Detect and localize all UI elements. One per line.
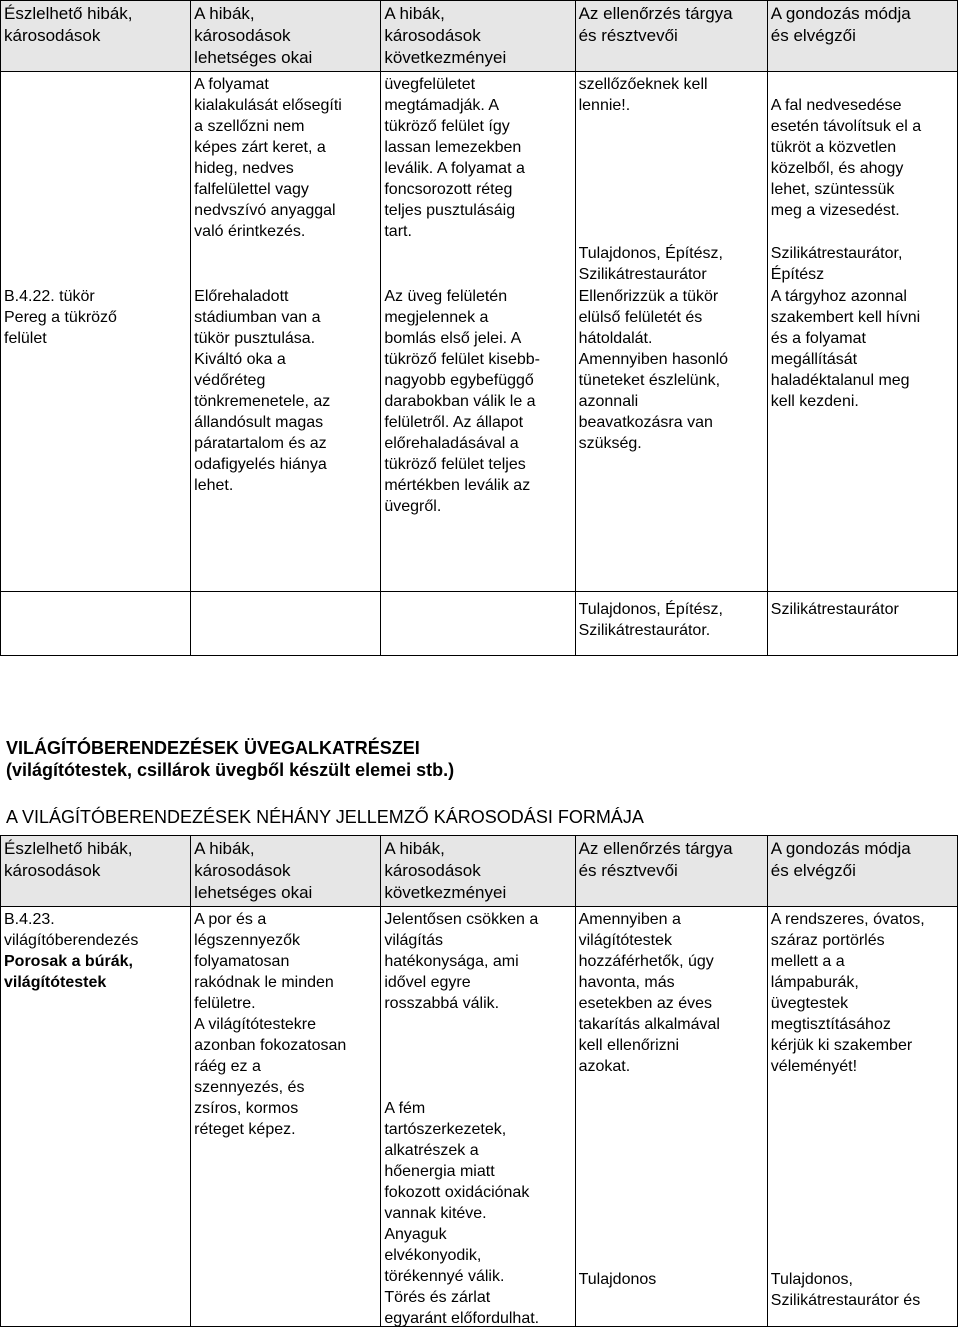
damage-title-lighting: Porosak a búrák, világítótestek	[4, 953, 133, 991]
care-text-1: A fal nedvesedése esetén távolítsuk el a tükröt a közvetlen közelből, és ahogy lehet, szüntessük meg a vizesedést.	[770, 97, 922, 219]
cause-text-2: Előrehaladott stádiumban van a tükör pusztulása. Kiváltó oka a védőréteg tönkremenetele, az állandósult magas páratartalom és az odafigyelés hiánya lehet.	[194, 288, 331, 494]
table-row	[1, 592, 958, 656]
inspection-participants-1: Tulajdonos, Építész, Szilikátrestaurátor	[578, 245, 723, 283]
header-observed-damage: Észlelhető hibák, károsodások	[1, 836, 191, 907]
cell-inspection	[575, 72, 767, 592]
consequence-text-2: Az üveg felületén megjelennek a bomlás első jelei. A tükröző felület kisebb- nagyobb egybefüggő darabokban válik le a felületről. Az állapot előrehaladásával a tükröző felület teljes mértékben leválik az üvegről.	[384, 288, 540, 515]
header-consequences: A hibák, károsodások következményei	[381, 836, 575, 907]
table-header-row	[1, 836, 958, 907]
cause-text-1: A folyamat kialakulását elősegíti a szellőzni nem képes zárt keret, a hideg, nedves falfelülettel vagy nedvszívó anyaggal való érintkezés.	[194, 76, 342, 240]
cell-causes	[191, 907, 381, 1327]
header-inspection: Az ellenőrzés tárgya és résztvevői	[575, 836, 767, 907]
damage-code-mirror: B.4.22. tükör Pereg a tükröző felület	[4, 288, 117, 347]
table-header-row	[1, 1, 958, 72]
header-inspection: Az ellenőrzés tárgya és résztvevői	[575, 1, 767, 72]
cell-inspection	[575, 907, 767, 1327]
header-consequences: A hibák, károsodások következményei	[381, 1, 575, 72]
cell-empty	[1, 592, 191, 656]
cell-care	[767, 72, 957, 592]
header-possible-causes: A hibák, károsodások lehetséges okai	[191, 1, 381, 72]
inspection-text: Amennyiben a világítótestek hozzáférhetők, úgy havonta, más esetekben az éves takarítás alkalmával kell ellenőrizni azokat.	[578, 911, 720, 1075]
consequence-text-1: Jelentősen csökken a világítás hatékonysága, ami idővel egyre rosszabbá válik.	[384, 911, 539, 1012]
care-performers-2: Szilikátrestaurátor	[767, 592, 957, 656]
cell-consequences	[381, 72, 575, 592]
header-care-method: A gondozás módja és elvégzői	[767, 836, 957, 907]
header-observed-damage: Észlelhető hibák, károsodások	[1, 1, 191, 72]
cause-text: A por és a légszennyezők folyamatosan rakódnak le minden felületre. A világítótestekre azonban fokozatosan ráég ez a szennyezés, és zsíros, kormos réteget képez.	[194, 911, 347, 1138]
table-row	[1, 907, 958, 1327]
header-care-method: A gondozás módja és elvégzői	[767, 1, 957, 72]
cell-care	[767, 907, 957, 1327]
damage-table-mirror	[0, 0, 958, 656]
consequence-text-2: A fém tartószerkezetek, alkatrészek a hőenergia miatt fokozott oxidációnak vannak kitéve. Anyaguk elvékonyodik, törékennyé válik. Törés és zárlat egyaránt előfordulhat.	[384, 1100, 540, 1327]
inspection-text-1: szellőzőeknek kell lennie!.	[578, 76, 708, 114]
care-text: A rendszeres, óvatos, száraz portörlés mellett a a lámpaburák, üvegtestek megtisztításához kérjük ki szakember véleményét!	[770, 911, 925, 1075]
cell-observed	[1, 907, 191, 1327]
header-possible-causes: A hibák, károsodások lehetséges okai	[191, 836, 381, 907]
care-text-2: A tárgyhoz azonnal szakembert kell hívni és a folyamat megállítását haladéktalanul meg kell kezdeni.	[770, 288, 921, 410]
care-performers-1: Szilikátrestaurátor, Építész	[770, 245, 903, 283]
damage-code-lighting: B.4.23. világítóberendezés	[4, 911, 139, 949]
cell-consequences	[381, 907, 575, 1327]
inspection-text-2: Ellenőrizzük a tükör elülső felületét és hátoldalát. Amennyiben hasonló tüneteket észlelünk, azonnali beavatkozásra van szükség.	[578, 288, 729, 452]
inspection-participants: Tulajdonos	[578, 1271, 657, 1288]
care-performers: Tulajdonos, Szilikátrestaurátor és	[770, 1271, 921, 1309]
cell-empty	[381, 592, 575, 656]
damage-table-lighting	[0, 835, 958, 1327]
inspection-participants-2: Tulajdonos, Építész, Szilikátrestaurátor.	[575, 592, 767, 656]
cell-causes	[191, 72, 381, 592]
section-title: VILÁGÍTÓBERENDEZÉSEK ÜVEGALKATRÉSZEI (világítótestek, csillárok üvegből készült elemei stb.)	[6, 738, 455, 780]
cell-observed	[1, 72, 191, 592]
consequence-text-1: üvegfelületet megtámadják. A tükröző felület így lassan lemezekben leválik. A folyamat a foncsorozott réteg teljes pusztulásáig tart.	[384, 76, 525, 240]
section-subtitle: A VILÁGÍTÓBERENDEZÉSEK NÉHÁNY JELLEMZŐ KÁROSODÁSI FORMÁJA	[6, 807, 644, 827]
table-row	[1, 72, 958, 592]
cell-empty	[191, 592, 381, 656]
